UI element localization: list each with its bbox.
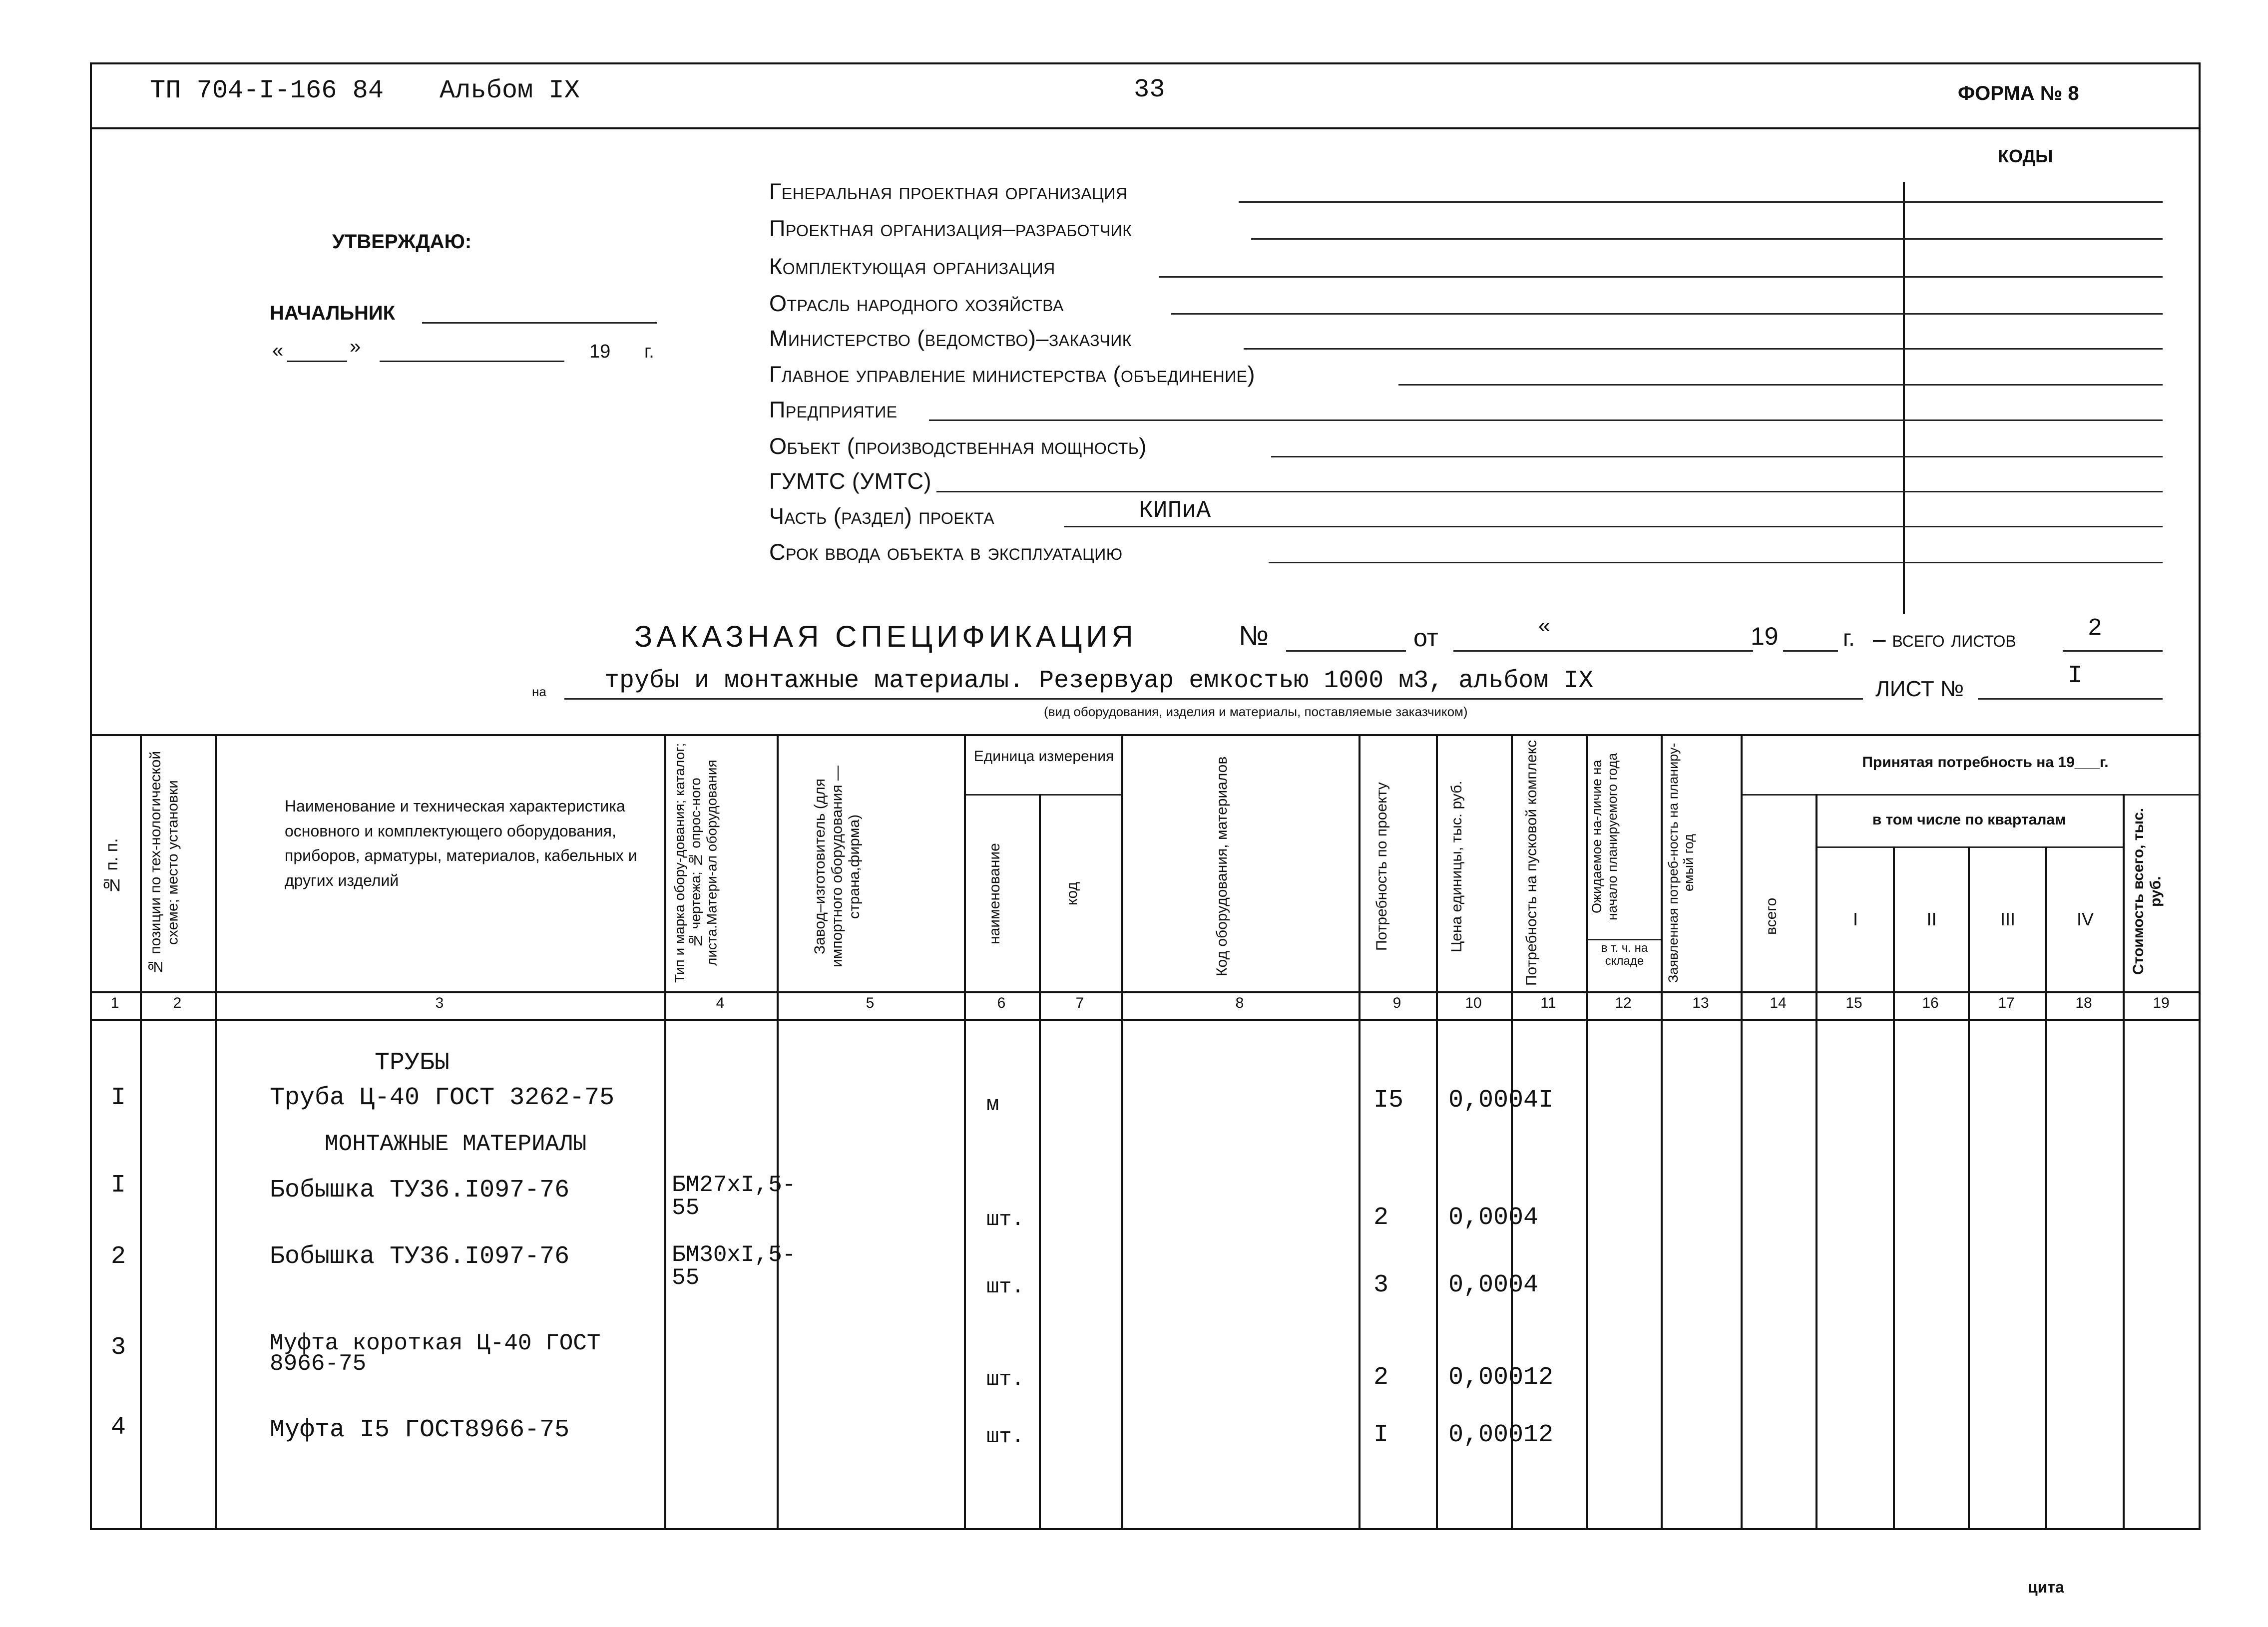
header-c5: Завод–изготовитель (для импортного оборудования —страна,фирма) xyxy=(812,766,863,967)
spec-year-line xyxy=(1783,650,1838,652)
form-label: ФОРМА № 8 xyxy=(1958,82,2079,104)
spec-subject-note: (вид оборудования, изделия и материалы, поставляемые заказчиком) xyxy=(1044,704,1468,719)
row-unit: м xyxy=(986,1093,999,1117)
org-field-industry-label: Отрасль народного хозяйства xyxy=(769,291,1064,316)
header-c3: Наименование и техническая характеристика основного и комплектующего оборудования, приборов, арматуры, материалов, кабельных и других изделий xyxy=(285,797,637,889)
row-type: БМ30хI,5-55 xyxy=(672,1242,796,1291)
column-number: 10 xyxy=(1465,995,1482,1011)
table-colnum-bottom-line xyxy=(90,1019,2201,1021)
header-bottom-line xyxy=(90,127,2201,129)
codes-divider xyxy=(1903,182,1905,614)
header-c10: Цена единицы, тыс. руб. xyxy=(1448,781,1465,952)
column-number: 2 xyxy=(173,995,182,1011)
row-price: 0,00012 xyxy=(1448,1421,1554,1449)
row-price: 0,0004 xyxy=(1448,1204,1539,1232)
date-month-line xyxy=(380,361,564,362)
spec-no-label: № xyxy=(1239,620,1269,651)
unit-group-line xyxy=(964,794,1121,796)
accepted-group-line xyxy=(1741,794,2200,796)
spec-total-sheets-label: – всего листов xyxy=(1873,626,2016,652)
column-number: 17 xyxy=(1998,995,2015,1011)
header-c1: № п. п. xyxy=(102,838,121,895)
spec-date-quote: « xyxy=(1538,613,1551,638)
row-name: Бобышка ТУ36.I097-76 xyxy=(270,1176,570,1205)
col-line xyxy=(1968,846,1970,1528)
header-c18: IV xyxy=(2076,909,2094,929)
spec-total-sheets: 2 xyxy=(2088,615,2102,642)
row-number: I xyxy=(111,1171,126,1200)
row-price: 0,0004 xyxy=(1448,1271,1539,1299)
row-unit: шт. xyxy=(986,1425,1024,1449)
row-price: 0,0004I xyxy=(1448,1086,1554,1115)
org-field-object-line xyxy=(1271,456,2163,457)
col-line xyxy=(1436,734,1438,1528)
spec-on-label: на xyxy=(532,684,546,699)
row-quantity: I xyxy=(1373,1421,1389,1449)
row-name: Бобышка ТУ36.I097-76 xyxy=(270,1242,570,1271)
org-field-department-label: Главное управление министерства (объединение) xyxy=(769,362,1256,387)
header-c19: Стоимость всего, тыс. руб. xyxy=(2130,808,2164,975)
date-day-line xyxy=(287,361,347,362)
spec-sheet-no-line xyxy=(1978,698,2163,700)
col-line xyxy=(1741,734,1743,1528)
spec-date-line xyxy=(1453,650,1753,652)
col-line xyxy=(1121,734,1123,1528)
col-line xyxy=(1359,734,1361,1528)
row-quantity: 3 xyxy=(1373,1271,1389,1299)
col-line xyxy=(777,734,779,1528)
codes-label: КОДЫ xyxy=(1998,146,2053,166)
approval-year-prefix: 19 xyxy=(589,341,611,362)
spec-subject: трубы и монтажные материалы. Резервуар емкостью 1000 м3, альбом IX xyxy=(604,667,1594,695)
org-field-section-label: Часть (раздел) проекта xyxy=(769,503,995,529)
col-line xyxy=(1039,794,1041,1528)
table-header-bottom-line xyxy=(90,991,2201,993)
c12-split-line xyxy=(1586,939,1661,940)
column-number: 13 xyxy=(1692,995,1709,1011)
spec-sheet-no: I xyxy=(2068,662,2083,690)
spec-total-sheets-line xyxy=(2063,650,2163,652)
org-field-enterprise-label: Предприятие xyxy=(769,397,898,422)
org-field-section-line xyxy=(1064,526,2163,527)
spec-year-suffix: г. xyxy=(1843,625,1855,651)
column-number: 12 xyxy=(1615,995,1632,1011)
org-field-deadline-label: Срок ввода объекта в эксплуатацию xyxy=(769,539,1123,565)
org-field-object-label: Объект (производственная мощность) xyxy=(769,433,1147,459)
date-open-quote: « xyxy=(272,340,284,362)
column-number: 3 xyxy=(435,995,444,1011)
row-name: Муфта короткая Ц-40 ГОСТ 8966-75 xyxy=(270,1330,601,1377)
column-number: 6 xyxy=(997,995,1006,1011)
col-line xyxy=(1893,846,1895,1528)
column-number: 8 xyxy=(1235,995,1244,1011)
table-top-line xyxy=(90,734,2201,736)
column-number: 9 xyxy=(1392,995,1401,1011)
column-number: 18 xyxy=(2075,995,2092,1011)
row-unit: шт. xyxy=(986,1275,1024,1299)
column-number: 14 xyxy=(1770,995,1787,1011)
row-price: 0,00012 xyxy=(1448,1363,1554,1392)
spec-year-prefix: 19 xyxy=(1751,622,1779,650)
header-c14: всего xyxy=(1763,897,1780,935)
frame-left xyxy=(90,62,92,1528)
org-field-designer-line xyxy=(1251,238,2163,240)
header-c11: Потребность на пусковой комплекс xyxy=(1523,740,1540,986)
col-line xyxy=(1586,734,1588,1528)
row-type: БМ27хI,5-55 xyxy=(672,1172,796,1221)
header-c7: код xyxy=(1064,882,1080,906)
org-field-department-line xyxy=(1398,384,2163,386)
org-field-ministry-line xyxy=(1244,348,2163,350)
header-c4: Тип и марка обору-дования; каталог; № чертежа; № опрос-ного листа.Матери-ал оборудования xyxy=(672,743,720,983)
spec-title: ЗАКАЗНАЯ СПЕЦИФИКАЦИЯ xyxy=(634,620,1137,653)
column-number: 16 xyxy=(1922,995,1939,1011)
row-quantity: I5 xyxy=(1373,1086,1404,1115)
col-line xyxy=(964,734,966,1528)
approval-year-suffix: г. xyxy=(644,341,654,362)
col-line xyxy=(1661,734,1663,1528)
row-name: Муфта I5 ГОСТ8966-75 xyxy=(270,1416,570,1444)
org-field-enterprise-line xyxy=(929,419,2163,421)
org-field-section-value: КИПиА xyxy=(1139,497,1211,524)
row-number: 4 xyxy=(111,1413,126,1442)
org-field-supplier-line xyxy=(1159,276,2163,278)
row-number: I xyxy=(111,1084,126,1112)
column-number: 7 xyxy=(1075,995,1084,1011)
date-close-quote: » xyxy=(350,336,361,358)
org-field-general-label: Генеральная проектная организация xyxy=(769,179,1128,204)
table-bottom-line xyxy=(90,1528,2201,1530)
approve-label: УТВЕРЖДАЮ: xyxy=(332,231,472,253)
col-line xyxy=(664,734,666,1528)
org-field-supplier-label: Комплектующая организация xyxy=(769,254,1055,279)
tp-code: ТП 704-I-166 84 xyxy=(150,76,384,105)
header-c12-top: Ожидаемое на-личие на начало планируемого года xyxy=(1589,753,1620,921)
column-number: 4 xyxy=(716,995,725,1011)
section-heading: МОНТАЖНЫЕ МАТЕРИАЛЫ xyxy=(325,1131,587,1157)
header-c15: I xyxy=(1852,909,1858,929)
album-label: Альбом IX xyxy=(440,76,580,105)
header-c6: наименование xyxy=(986,843,1003,945)
spec-sheet-label: ЛИСТ № xyxy=(1875,677,1964,701)
org-field-designer-label: Проектная организация–разработчик xyxy=(769,216,1132,241)
spec-no-line xyxy=(1286,650,1406,652)
page-number: 33 xyxy=(1134,75,1165,104)
col-line xyxy=(1815,794,1817,1528)
column-number: 19 xyxy=(2153,995,2170,1011)
spec-subject-line xyxy=(564,698,1863,700)
column-number: 5 xyxy=(866,995,875,1011)
header-c13: Заявленная потреб-ность на планиру-емый год xyxy=(1666,743,1697,983)
header-c12-bottom: в т. ч. на складе xyxy=(1601,941,1648,968)
org-field-gumts-label: ГУМТС (УМТС) xyxy=(769,468,931,494)
column-number: 11 xyxy=(1540,995,1556,1011)
col-line xyxy=(140,734,142,1528)
row-unit: шт. xyxy=(986,1367,1024,1391)
spec-from-label: от xyxy=(1413,624,1438,652)
row-quantity: 2 xyxy=(1373,1204,1389,1232)
col-line xyxy=(215,734,217,1528)
header-c9: Потребность по проекту xyxy=(1373,782,1390,951)
header-unit-group: Единица измерения xyxy=(973,748,1114,765)
org-field-ministry-label: Министерство (ведомство)–заказчик xyxy=(769,326,1132,351)
org-field-deadline-line xyxy=(1269,562,2163,563)
row-name: Труба Ц-40 ГОСТ 3262-75 xyxy=(270,1084,615,1112)
org-field-gumts-line xyxy=(936,491,2163,492)
org-field-general-line xyxy=(1239,201,2163,203)
org-field-industry-line xyxy=(1171,313,2163,315)
section-heading: ТРУБЫ xyxy=(375,1049,450,1077)
header-c17: III xyxy=(2000,909,2015,929)
row-number: 2 xyxy=(111,1242,126,1271)
col-line xyxy=(1511,734,1513,1528)
chief-label: НАЧАЛЬНИК xyxy=(270,302,396,324)
col-line xyxy=(2045,846,2047,1528)
row-number: 3 xyxy=(111,1333,126,1362)
header-quarter-group: в том числе по кварталам xyxy=(1872,812,2066,828)
header-c16: II xyxy=(1926,909,1937,929)
header-c2: № позиции по тех-нологической схеме; место установки xyxy=(147,751,181,975)
column-number: 15 xyxy=(1845,995,1862,1011)
row-quantity: 2 xyxy=(1373,1363,1389,1392)
footer-note: цита xyxy=(2028,1578,2064,1596)
column-number: 1 xyxy=(110,995,119,1011)
header-c8: Код оборудования, материалов xyxy=(1214,756,1230,977)
header-accepted-group: Принятая потребность на 19___г. xyxy=(1862,754,2109,771)
chief-signature-line xyxy=(422,322,657,324)
frame-top xyxy=(90,62,2201,64)
col-line xyxy=(2123,794,2125,1528)
row-unit: шт. xyxy=(986,1208,1024,1231)
